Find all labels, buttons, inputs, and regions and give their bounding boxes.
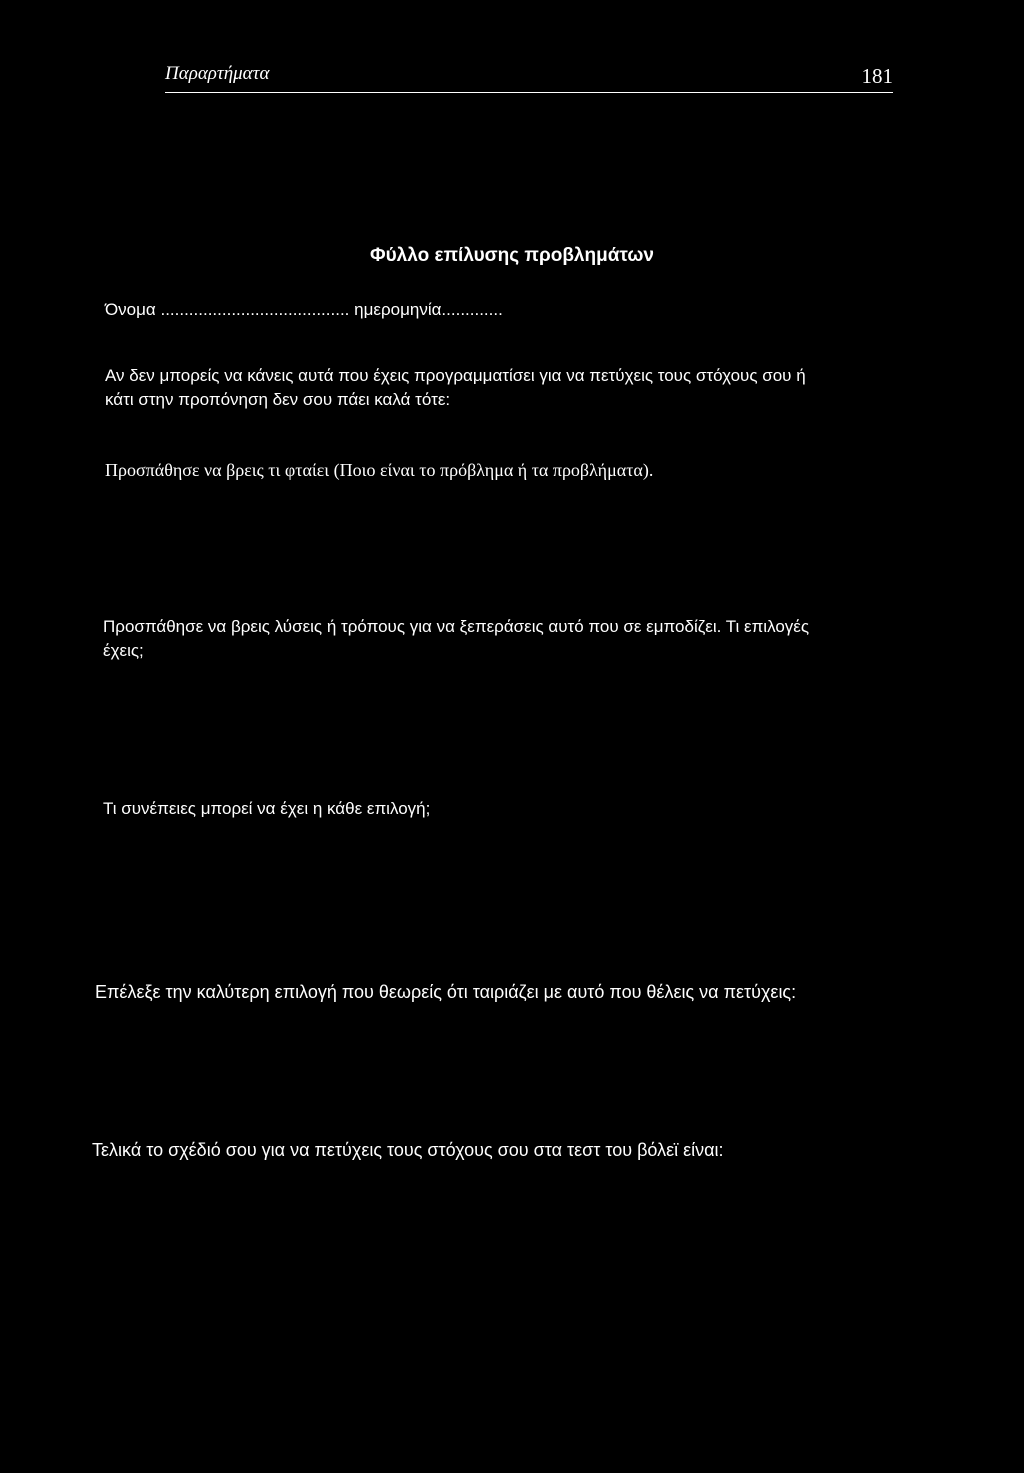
intro-line-2: κάτι στην προπόνηση δεν σου πάει καλά τότε: bbox=[105, 390, 451, 409]
step-find-solutions bbox=[103, 615, 809, 663]
page-number: 181 bbox=[861, 64, 893, 88]
running-header bbox=[165, 62, 893, 93]
step-choose-best: Επέλεξε την καλύτερη επιλογή που θεωρείς ότι ταιριάζει με αυτό που θέλεις να πετύχεις: bbox=[95, 982, 797, 1002]
worksheet-title-text: Φύλλο επίλυσης προβλημάτων bbox=[370, 245, 654, 266]
name-date-line: Όνομα ........................................ ημερομηνία............. bbox=[105, 300, 503, 319]
step-consequences: Τι συνέπειες μπορεί να έχει η κάθε επιλογή; bbox=[103, 799, 431, 818]
section-name: Παραρτήματα bbox=[165, 63, 270, 84]
step-find-problem: Προσπάθησε να βρεις τι φταίει (Ποιο είναι το πρόβλημα ή τα προβλήματα). bbox=[105, 460, 654, 480]
step-find-solutions-line-2: έχεις; bbox=[103, 641, 144, 660]
step-find-solutions-line-1: Προσπάθησε να βρεις λύσεις ή τρόπους για να ξεπεράσεις αυτό που σε εμποδίζει. Τι επιλογές bbox=[103, 617, 810, 636]
step-final-plan: Τελικά το σχέδιό σου για να πετύχεις τους στόχους σου στα τεστ του βόλεϊ είναι: bbox=[92, 1140, 724, 1160]
worksheet-title bbox=[0, 243, 1024, 269]
intro-paragraph bbox=[105, 364, 806, 412]
intro-line-1: Αν δεν μπορείς να κάνεις αυτά που έχεις προγραμματίσει για να πετύχεις τους στόχους σου ή bbox=[105, 366, 806, 385]
